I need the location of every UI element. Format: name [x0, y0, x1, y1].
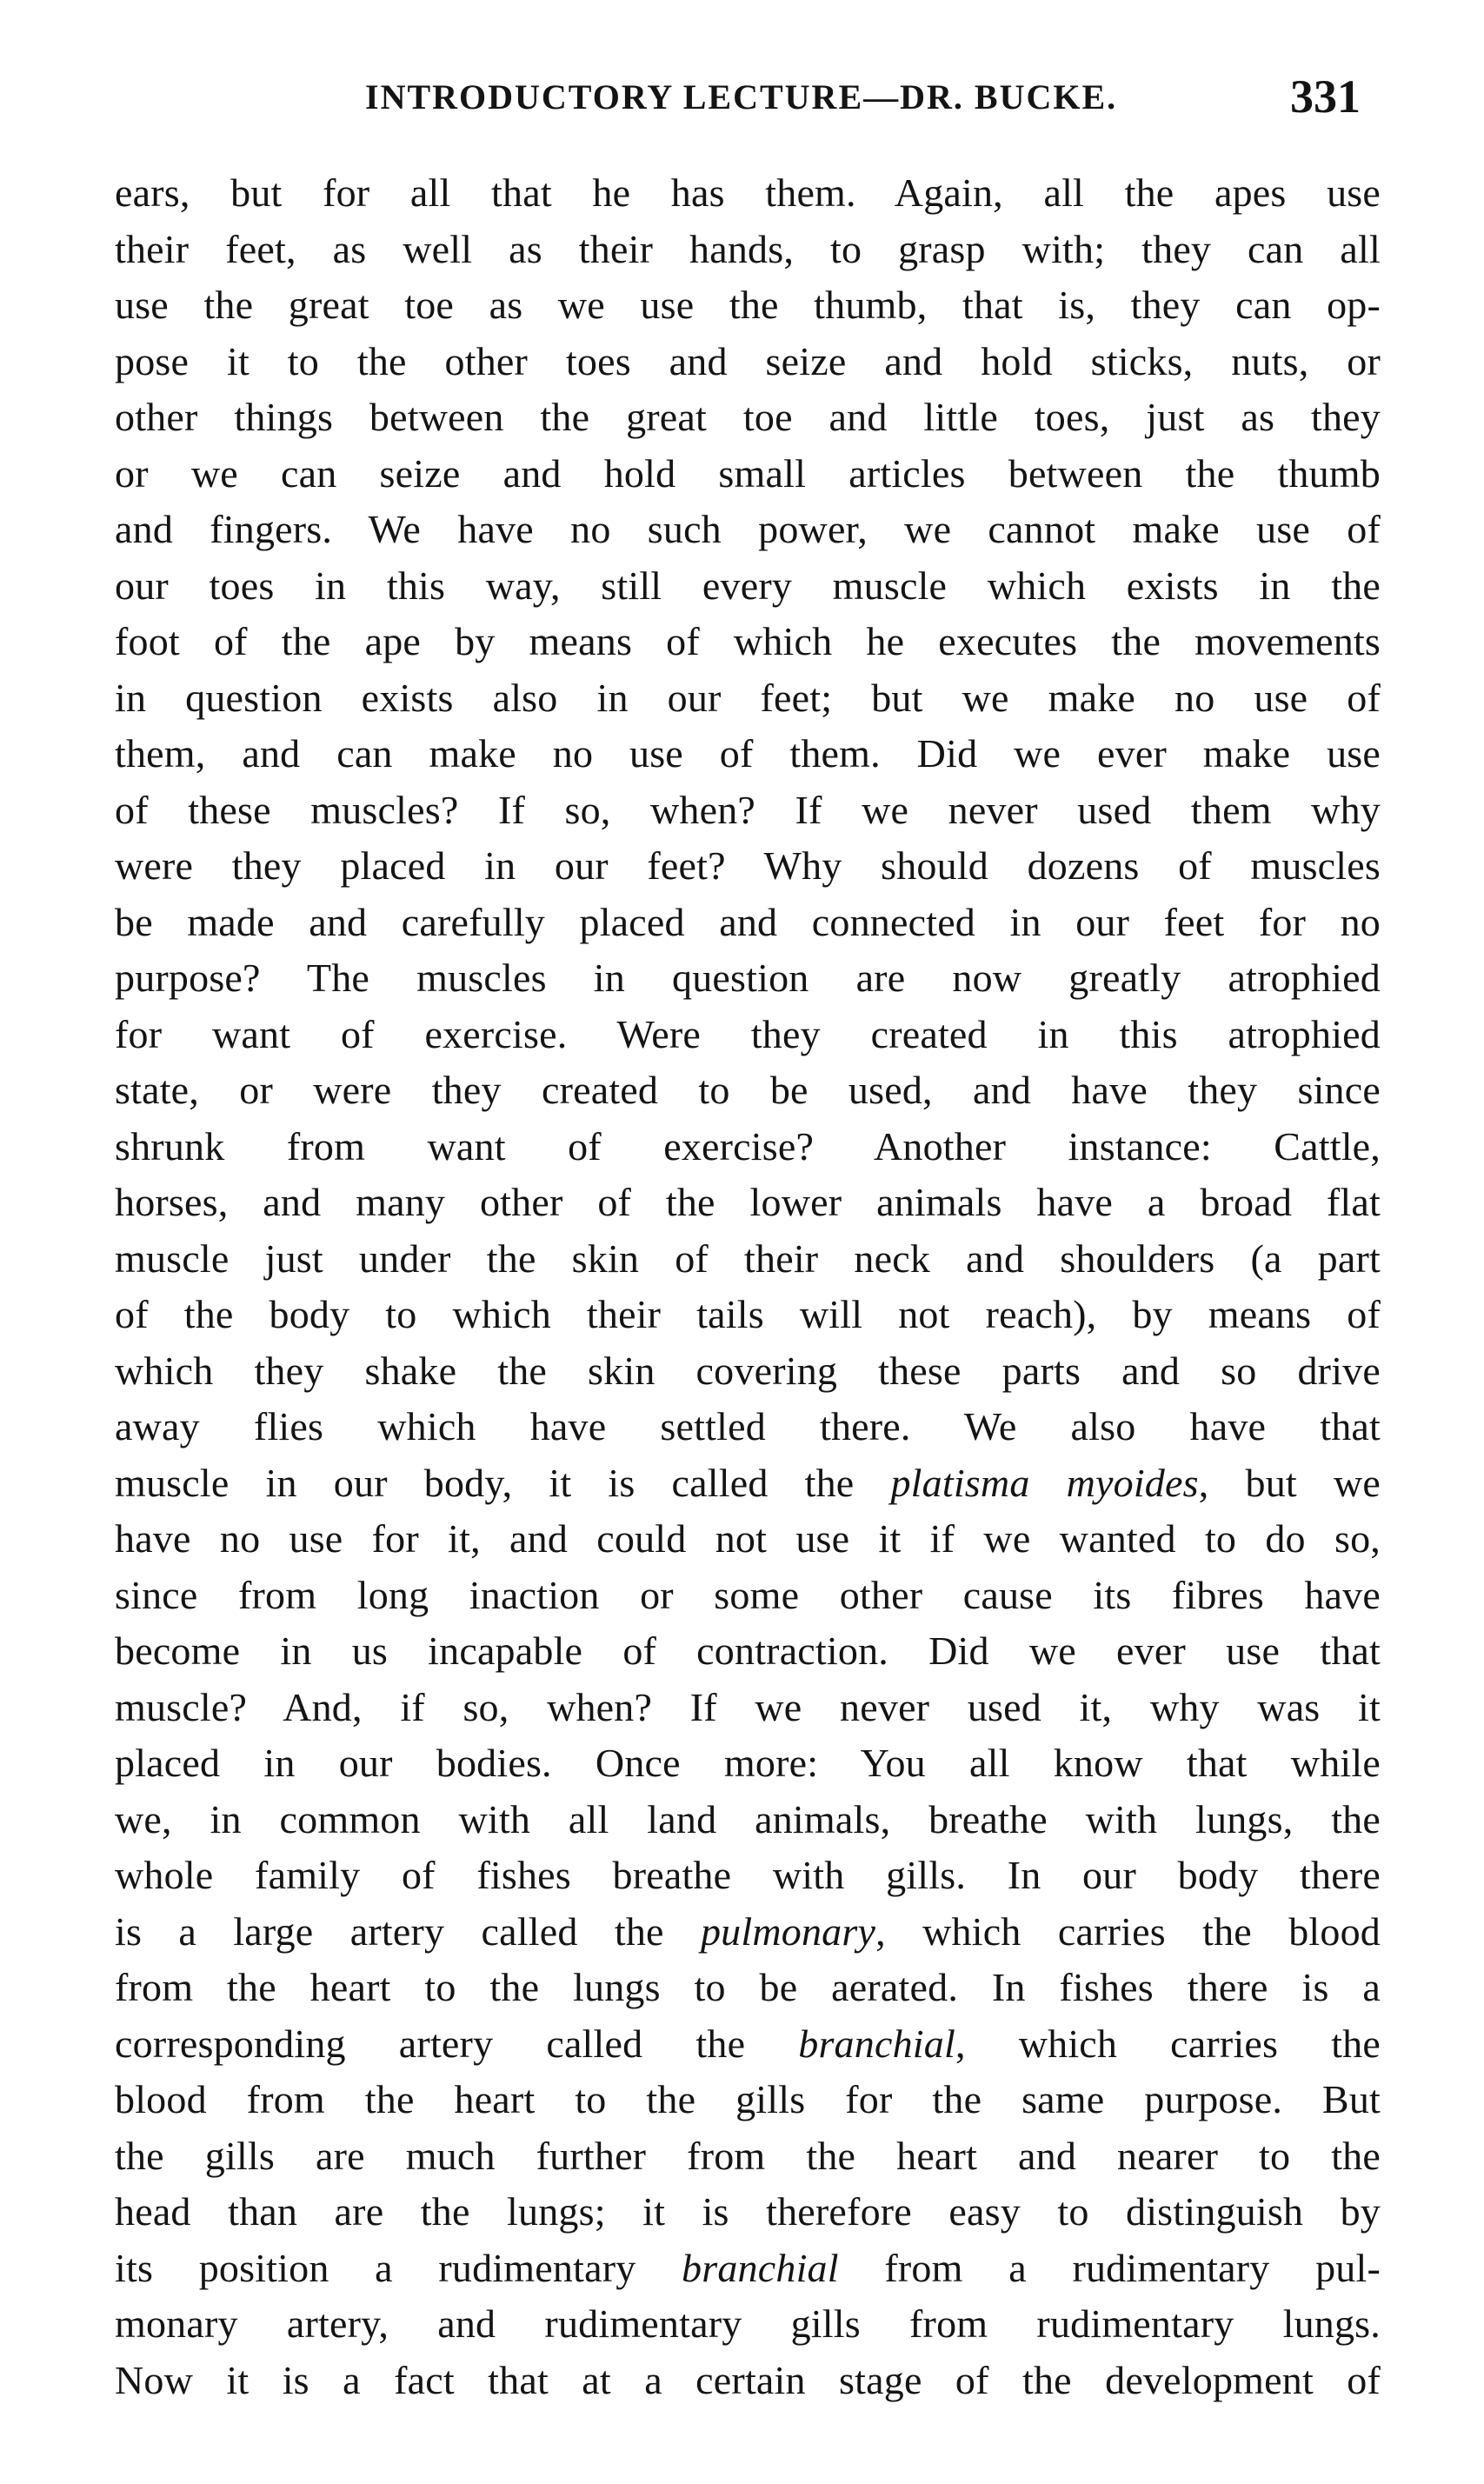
text-line: from the heart to the lungs to be aerated. In fishes there is a	[115, 1965, 1381, 2009]
italic-term: branchial	[682, 2245, 839, 2290]
text-line: placed in our bodies. Once more: You all know that while	[115, 1741, 1381, 1785]
text-line: pose it to the other toes and seize and hold sticks, nuts, or	[115, 338, 1381, 383]
text-line: for want of exercise. Were they created in this atrophied	[115, 1011, 1381, 1056]
text-line: in question exists also in our feet; but we make no use of	[115, 675, 1381, 720]
text-line: them, and can make no use of them. Did we ever make use	[115, 731, 1381, 776]
text-line: head than are the lungs; it is therefore easy to distinguish by	[115, 2189, 1381, 2234]
text-line: the gills are much further from the heart and nearer to the	[115, 2133, 1381, 2178]
text-line: muscle? And, if so, when? If we never used it, why was it	[115, 1684, 1381, 1729]
text-line: be made and carefully placed and connected in our feet for no	[115, 899, 1381, 944]
text-line: we, in common with all land animals, breathe with lungs, the	[115, 1796, 1381, 1841]
text-line: of the body to which their tails will not reach), by means of	[115, 1292, 1381, 1336]
text-line: of these muscles? If so, when? If we never used them why	[115, 787, 1381, 832]
text-line: away flies which have settled there. We also have that	[115, 1404, 1381, 1448]
text-line: Now it is a fact that at a certain stage of the development of	[115, 2357, 1381, 2402]
text-line: is a large artery called the pulmonary, which carries the blood	[115, 1908, 1381, 1954]
italic-term: platisma myoides	[890, 1460, 1199, 1505]
page-number: 331	[1290, 70, 1361, 123]
italic-term: branchial	[798, 2021, 955, 2066]
text-line: were they placed in our feet? Why should dozens of muscles	[115, 843, 1381, 888]
text-line: blood from the heart to the gills for the same purpose. But	[115, 2077, 1381, 2121]
text-line: use the great toe as we use the thumb, that is, they can op-	[115, 283, 1381, 327]
running-head-title: INTRODUCTORY LECTURE—DR. BUCKE.	[365, 77, 1118, 117]
text-line: or we can seize and hold small articles between the thumb	[115, 450, 1381, 496]
text-line: horses, and many other of the lower animals have a broad flat	[115, 1180, 1381, 1224]
text-line: shrunk from want of exercise? Another instance: Cattle,	[115, 1123, 1381, 1169]
text-line: become in us incapable of contraction. Did we ever use that	[115, 1628, 1381, 1673]
text-line: ears, but for all that he has them. Again, all the apes use	[115, 170, 1381, 215]
text-line: which they shake the skin covering these parts and so drive	[115, 1348, 1381, 1393]
text-line: its position a rudimentary branchial from a rudimentary pul-	[115, 2245, 1381, 2290]
body-text	[115, 165, 1381, 2408]
text-line: other things between the great toe and little toes, just as they	[115, 395, 1381, 439]
text-line: and fingers. We have no such power, we cannot make use of	[115, 507, 1381, 551]
text-line: their feet, as well as their hands, to grasp with; they can all	[115, 226, 1381, 271]
text-line: monary artery, and rudimentary gills from rudimentary lungs.	[115, 2301, 1381, 2346]
text-line: have no use for it, and could not use it if we wanted to do so,	[115, 1516, 1381, 1561]
text-line: whole family of fishes breathe with gills. In our body there	[115, 1853, 1381, 1897]
text-line: since from long inaction or some other cause its fibres have	[115, 1572, 1381, 1617]
running-head	[122, 57, 1362, 127]
italic-term: pulmonary	[700, 1908, 876, 1954]
text-line: corresponding artery called the branchial, which carries the	[115, 2021, 1381, 2066]
text-line: purpose? The muscles in question are now greatly atrophied	[115, 956, 1381, 1000]
text-line: muscle just under the skin of their neck and shoulders (a part	[115, 1235, 1381, 1281]
text-line: foot of the ape by means of which he executes the movements	[115, 619, 1381, 663]
text-line: muscle in our body, it is called the platisma myoides, but we	[115, 1460, 1381, 1505]
text-line: our toes in this way, still every muscle which exists in the	[115, 563, 1381, 608]
text-line: state, or were they created to be used, and have they since	[115, 1068, 1381, 1112]
